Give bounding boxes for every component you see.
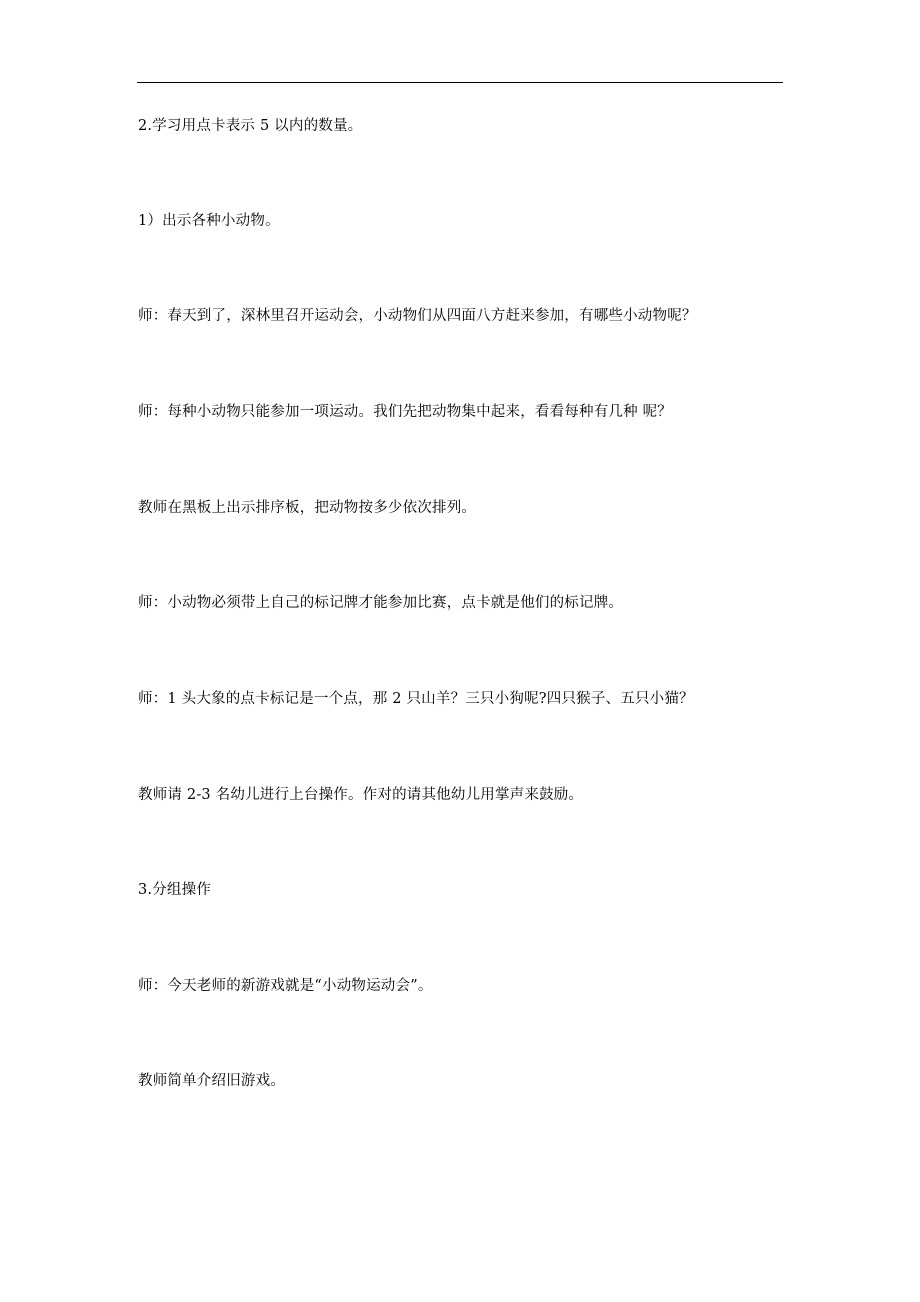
section-heading-group-work: 3.分组操作 [138, 882, 212, 898]
paragraph-sorting-board: 教师在黑板上出示排序板，把动物按多少依次排列。 [138, 500, 477, 516]
paragraph-teacher-new-game: 师：今天老师的新游戏就是“小动物运动会”。 [138, 978, 433, 994]
paragraph-teacher-counting: 师：1 头大象的点卡标记是一个点，那 2 只山羊？三只小狗呢?四只猴子、五只小猫？ [138, 691, 694, 707]
section-heading-point-cards: 2.学习用点卡表示 5 以内的数量。 [138, 118, 363, 134]
paragraph-teacher-badges: 师：小动物必须带上自己的标记牌才能参加比赛，点卡就是他们的标记牌。 [138, 595, 624, 611]
paragraph-children-operate: 教师请 2-3 名幼儿进行上台操作。作对的请其他幼儿用掌声来鼓励。 [138, 787, 584, 803]
step-show-animals: 1）出示各种小动物。 [138, 213, 280, 229]
paragraph-introduce-game: 教师简单介绍旧游戏。 [138, 1073, 285, 1089]
paragraph-teacher-one-event: 师：每种小动物只能参加一项运动。我们先把动物集中起来，看看每种有几种 呢？ [138, 404, 673, 420]
paragraph-teacher-spring: 师：春天到了，深林里召开运动会，小动物们从四面八方赶来参加，有哪些小动物呢？ [138, 308, 697, 324]
header-rule [137, 82, 783, 83]
